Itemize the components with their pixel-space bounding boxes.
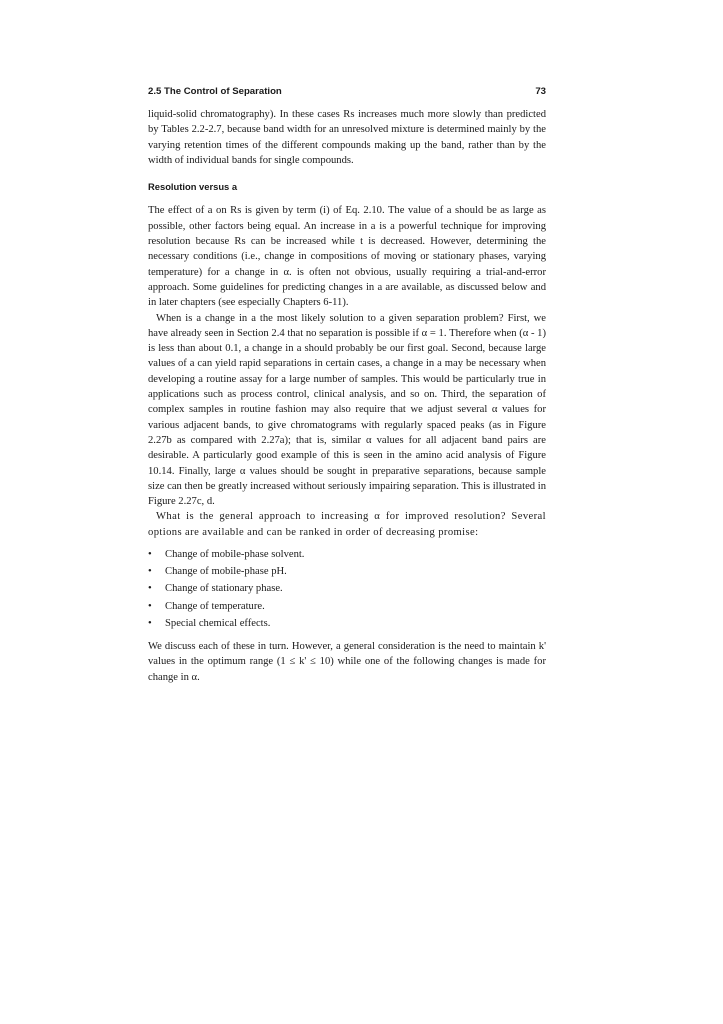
bullet-mark: • <box>148 600 152 612</box>
list-item-text: Special chemical effects. <box>165 617 271 629</box>
paragraph-effect-of-alpha: The effect of a on Rs is given by term (i) of Eq. 2.10. The value of a should be as large as possible, other factors being equal. An increase in a is a powerful technique for improving resolution because Rs can be increased while t is decreased. However, determining the necessary conditions (i.e., change in compositions of moving or stationary phases, varying temperature) for a change in α. is often not obvious, usually requiring a trial-and-error approach. Some guidelines for predicting changes in a are available, as discussed below and in later chapters (see especially Chapters 6-11). <box>148 205 546 309</box>
bullet-mark: • <box>148 617 152 629</box>
list-item <box>148 615 546 632</box>
running-head <box>148 85 546 99</box>
paragraph-general-approach: What is the general approach to increasing α for improved resolution? Several options are available and can be ranked in order of decreasing promise: <box>148 511 546 538</box>
list-item-text: Change of stationary phase. <box>165 583 283 595</box>
list-item <box>148 546 546 563</box>
document-page <box>148 85 546 685</box>
bullet-mark: • <box>148 566 152 578</box>
bullet-mark: • <box>148 583 152 595</box>
options-list <box>148 546 546 632</box>
list-item-text: Change of mobile-phase solvent. <box>165 549 305 561</box>
intro-paragraph: liquid-solid chromatography). In these cases Rs increases much more slowly than predicted by Tables 2.2-2.7, because band width for an unresolved mixture is determined mainly by the varying retention times of the different compounds making up the band, rather than by the width of individual bands for single compounds. <box>148 109 546 166</box>
bullet-mark: • <box>148 549 152 561</box>
list-item <box>148 598 546 615</box>
list-item-text: Change of mobile-phase pH. <box>165 566 287 578</box>
list-item <box>148 563 546 580</box>
section-heading: Resolution versus a <box>148 181 238 193</box>
page-number: 73 <box>535 86 546 97</box>
list-item <box>148 580 546 597</box>
closing-paragraph: We discuss each of these in turn. However, a general consideration is the need to maintain k' values in the optimum range (1 ≤ k' ≤ 10) while one of the following changes is made for change in α. <box>148 641 546 683</box>
section-title: 2.5 The Control of Separation <box>148 86 282 97</box>
paragraph-when-change-alpha: When is a change in a the most likely solution to a given separation problem? First, we have already seen in Section 2.4 that no separation is possible if α = 1. Therefore when (α - 1) is less than about 0.1, a change in a should probably be our first goal. Second, because large values of a can yield rapid separations in certain cases, a change in a may be necessary when developing a routine assay for a large number of samples. This would be particularly true in applications such as process control, clinical analysis, and so on. Third, the separation of complex samples in routine fashion may also require that we adjust several α values for various adjacent bands, to give chromatograms with regularly spaced peaks (as in Figure 2.27b as compared with 2.27a); that is, similar α values for all adjacent band pairs are desirable. A particularly good example of this is seen in the amino acid analysis of Figure 10.14. Finally, large α values should be sought in preparative separations, because sample size can then be greatly increased without seriously impairing separation. This is illustrated in Figure 2.27c, d. <box>148 312 546 508</box>
list-item-text: Change of temperature. <box>165 600 265 612</box>
